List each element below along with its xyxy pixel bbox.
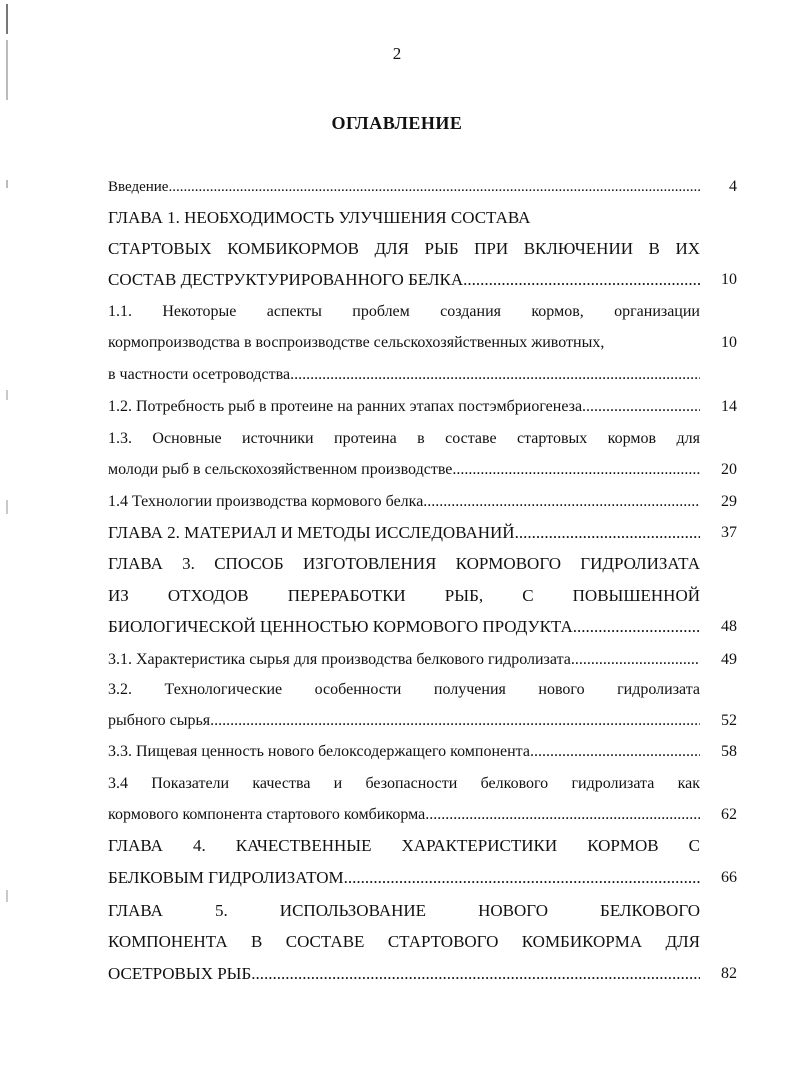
toc-entry-section-3-4-line-2[interactable]: кормового компонента стартового комбикорма ..... (108, 803, 700, 829)
toc-entry-intro[interactable]: Введение ..... (108, 175, 700, 201)
toc-entry-chapter-1-line-1[interactable]: ГЛАВА 1. НЕОБХОДИМОСТЬ УЛУЧШЕНИЯ СОСТАВА (108, 208, 531, 227)
page-number: 2 (392, 44, 402, 63)
toc-page-section-3-3: 58 (721, 743, 737, 760)
toc-entry-section-3-2-line-1[interactable]: 3.2. Технологические особенности получения нового гидролизата (108, 681, 700, 698)
toc-entry-chapter-1-line-2[interactable]: СТАРТОВЫХ КОМБИКОРМОВ ДЛЯ РЫБ ПРИ ВКЛЮЧЕНИИ В ИХ (108, 239, 700, 258)
toc-entry-chapter-3-line-3[interactable]: БИОЛОГИЧЕСКОЙ ЦЕННОСТЬЮ КОРМОВОГО ПРОДУКТА ..... (108, 615, 700, 641)
toc-page-section-3-4: 62 (721, 806, 737, 823)
toc-page-chapter-4: 66 (721, 869, 737, 886)
toc-entry-section-1-3-line-2[interactable]: молоди рыб в сельскохозяйственном производстве ..... (108, 458, 700, 484)
toc-entry-section-1-1-line-2[interactable]: кормопроизводства в воспроизводстве сельскохозяйственных животных, (108, 334, 605, 351)
toc-entry-chapter-2[interactable]: ГЛАВА 2. МАТЕРИАЛ И МЕТОДЫ ИССЛЕДОВАНИЙ ..... (108, 521, 700, 547)
toc-entry-section-1-2[interactable]: 1.2. Потребность рыб в протеине на ранних этапах постэмбриогенеза ..... (108, 395, 700, 421)
toc-entry-section-1-1-line-1[interactable]: 1.1. Некоторые аспекты проблем создания кормов, организации (108, 303, 700, 320)
toc-entry-chapter-3-line-2[interactable]: ИЗ ОТХОДОВ ПЕРЕРАБОТКИ РЫБ, С ПОВЫШЕННОЙ (108, 586, 700, 605)
toc-entry-section-1-1-line-3[interactable]: в частности осетроводства ..... (108, 363, 700, 389)
toc-entry-chapter-1-line-3[interactable]: СОСТАВ ДЕСТРУКТУРИРОВАННОГО БЕЛКА ..... (108, 268, 700, 294)
toc-entry-section-3-4-line-1[interactable]: 3.4 Показатели качества и безопасности белкового гидролизата как (108, 775, 700, 792)
toc-page-chapter-1: 10 (721, 271, 737, 288)
toc-page-section-1-4: 29 (721, 493, 737, 510)
toc-page-section-1-1: 10 (721, 334, 737, 351)
toc-page-section-1-3: 20 (721, 461, 737, 478)
toc-entry-chapter-5-line-2[interactable]: КОМПОНЕНТА В СОСТАВЕ СТАРТОВОГО КОМБИКОРМА ДЛЯ (108, 932, 700, 951)
toc-title: ОГЛАВЛЕНИЕ (331, 113, 463, 133)
toc-page-intro: 4 (729, 178, 737, 195)
toc-page-section-3-2: 52 (721, 712, 737, 729)
toc-entry-section-3-1[interactable]: 3.1. Характеристика сырья для производства белкового гидролизата ..... (108, 648, 700, 674)
toc-page-chapter-5: 82 (721, 965, 737, 982)
toc-page-section-1-2: 14 (721, 398, 737, 415)
toc-entry-section-3-2-line-2[interactable]: рыбного сырья ..... (108, 709, 700, 735)
toc-entry-chapter-3-line-1[interactable]: ГЛАВА 3. СПОСОБ ИЗГОТОВЛЕНИЯ КОРМОВОГО ГИДРОЛИЗАТА (108, 554, 700, 573)
toc-entry-chapter-5-line-3[interactable]: ОСЕТРОВЫХ РЫБ ..... (108, 962, 700, 988)
toc-entry-chapter-4-line-1[interactable]: ГЛАВА 4. КАЧЕСТВЕННЫЕ ХАРАКТЕРИСТИКИ КОРМОВ С (108, 836, 700, 855)
toc-page-section-3-1: 49 (721, 651, 737, 668)
toc-page-chapter-2: 37 (721, 524, 737, 541)
toc-entry-section-1-3-line-1[interactable]: 1.3. Основные источники протеина в составе стартовых кормов для (108, 430, 700, 447)
toc-entry-chapter-5-line-1[interactable]: ГЛАВА 5. ИСПОЛЬЗОВАНИЕ НОВОГО БЕЛКОВОГО (108, 901, 700, 920)
toc-entry-chapter-4-line-2[interactable]: БЕЛКОВЫМ ГИДРОЛИЗАТОМ ..... (108, 866, 700, 892)
toc-entry-section-3-3[interactable]: 3.3. Пищевая ценность нового белоксодержащего компонента ..... (108, 740, 700, 766)
toc-entry-section-1-4[interactable]: 1.4 Технологии производства кормового белка ..... (108, 490, 700, 516)
toc-page-chapter-3: 48 (721, 618, 737, 635)
